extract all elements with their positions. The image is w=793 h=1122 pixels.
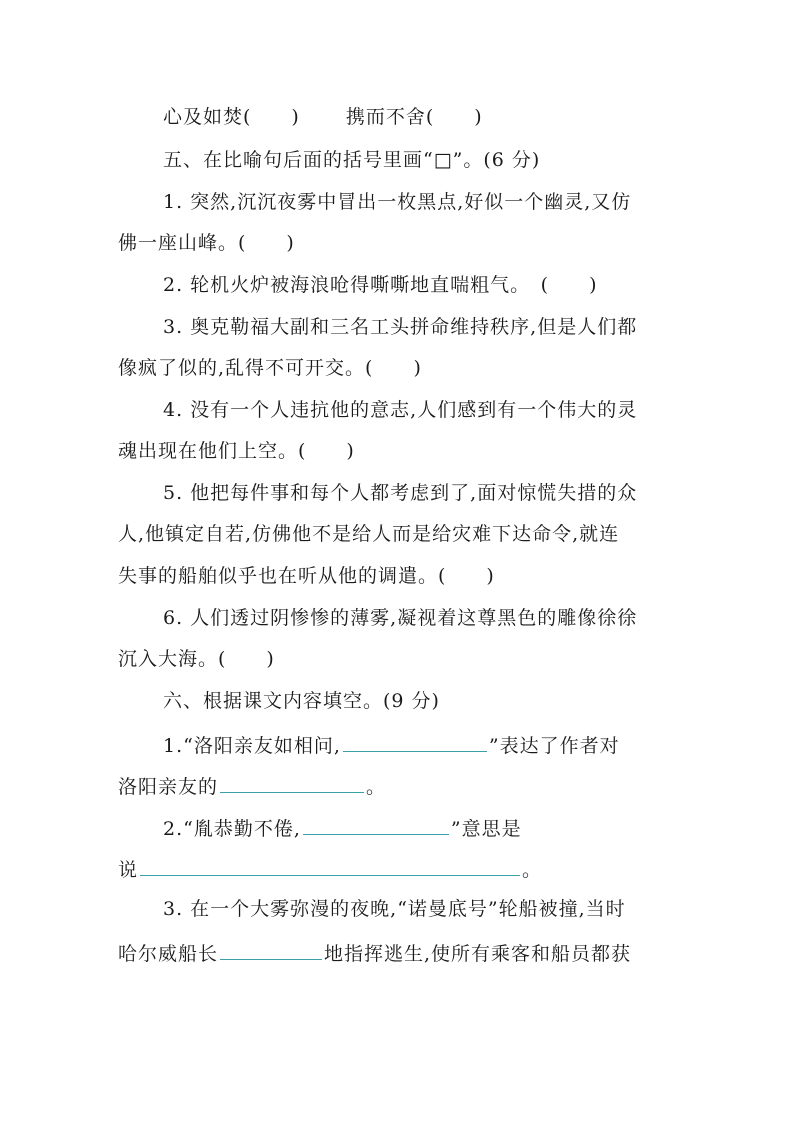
fill-3-line-2 [118, 939, 631, 966]
q5-line-1: 5. 他把每件事和每个人都考虑到了,面对惊慌失措的众 [163, 482, 638, 504]
q3-line-1: 3. 奥克勒福大副和三名工头拼命维持秩序,但是人们都 [163, 316, 638, 338]
fill-blank-2b[interactable] [140, 855, 520, 876]
q1-line-1: 1. 突然,沉沉夜雾中冒出一枚黑点,好似一个幽灵,又仿 [163, 191, 632, 213]
q5-line-3: 失事的船舶似乎也在听从他的调遣。( ) [118, 565, 495, 587]
fill-1b-suffix: 。 [366, 776, 387, 798]
q6-line-2: 沉入大海。( ) [118, 648, 275, 670]
fill-2b-prefix: 说 [118, 859, 139, 881]
fill-blank-3[interactable] [220, 939, 322, 960]
q4-line-1: 4. 没有一个人违抗他的意志,人们感到有一个伟大的灵 [163, 399, 638, 421]
fill-2-suffix: ”意思是 [450, 818, 522, 840]
fill-3-line-1: 3. 在一个大雾弥漫的夜晚,“诺曼底号”轮船被撞,当时 [163, 898, 626, 920]
item-row-idioms [163, 105, 483, 129]
fill-1-line-1 [163, 731, 620, 758]
fill-1-prefix: 1.“洛阳亲友如相问, [163, 735, 341, 757]
fill-3b-suffix: 地指挥逃生,使所有乘客和船员都获 [324, 943, 632, 965]
section-5-title: 五、在比喻句后面的括号里画“□”。(6 分) [163, 149, 541, 171]
fill-2-prefix: 2.“胤恭勤不倦, [163, 818, 301, 840]
idiom-2: 携而不舍( ) [345, 106, 483, 128]
fill-2-line-2 [118, 855, 542, 882]
q3-line-2: 像疯了似的,乱得不可开交。( ) [118, 357, 422, 379]
fill-1b-prefix: 洛阳亲友的 [118, 776, 219, 798]
fill-blank-1a[interactable] [343, 731, 487, 752]
fill-blank-1b[interactable] [220, 772, 364, 793]
fill-2-line-1 [163, 814, 522, 841]
q5-line-2: 人,他镇定自若,仿佛他不是给人而是给灾难下达命令,就连 [118, 523, 620, 545]
q6-line-1: 6. 人们透过阴惨惨的薄雾,凝视着这尊黑色的雕像徐徐 [163, 607, 638, 629]
fill-2b-suffix: 。 [522, 859, 543, 881]
q2-line: 2. 轮机火炉被海浪呛得嘶嘶地直喘粗气。 ( ) [163, 274, 598, 296]
q4-line-2: 魂出现在他们上空。( ) [118, 440, 355, 462]
fill-3b-prefix: 哈尔威船长 [118, 943, 219, 965]
section-6-title: 六、根据课文内容填空。(9 分) [163, 690, 440, 712]
fill-1-line-2 [118, 772, 386, 799]
idiom-1: 心及如焚( ) [163, 106, 300, 128]
fill-blank-2a[interactable] [303, 814, 449, 835]
q1-line-2: 佛一座山峰。( ) [118, 232, 295, 254]
fill-1-suffix: ”表达了作者对 [488, 735, 620, 757]
